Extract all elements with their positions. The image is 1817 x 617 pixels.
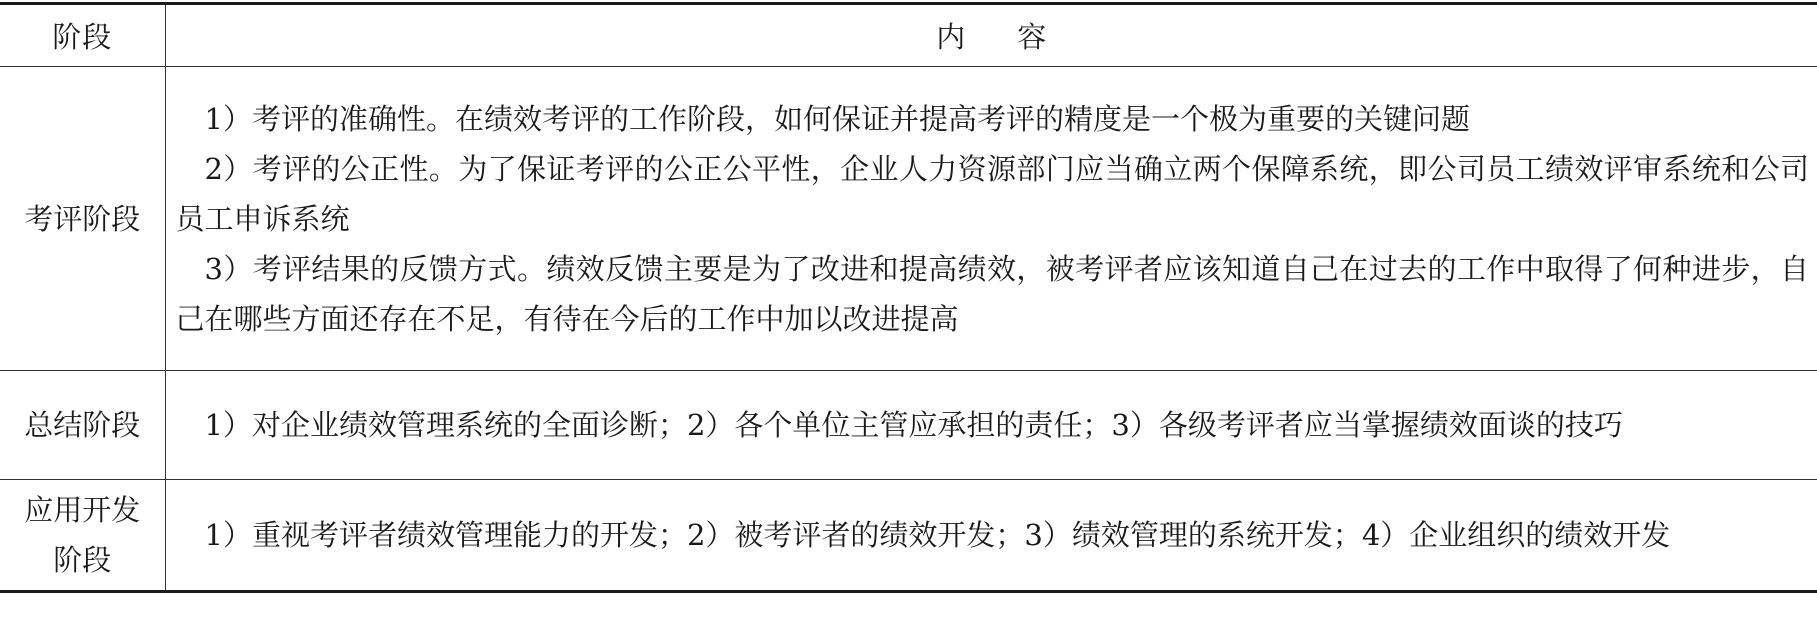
header-content: 内容 (165, 4, 1817, 67)
stage-cell: 考评阶段 (0, 67, 165, 371)
content-cell (165, 67, 1817, 371)
content-cell (165, 371, 1817, 480)
content-paragraph: 2）考评的公正性。为了保证考评的公正公平性，企业人力资源部门应当确立两个保障系统，即公司员工绩效评审系统和公司员工申诉系统 (175, 151, 1809, 236)
content-paragraph: 1）考评的准确性。在绩效考评的工作阶段，如何保证并提高考评的精度是一个极为重要的关键问题 (204, 101, 1470, 136)
stage-content-table (0, 2, 1817, 593)
stage-label-line: 阶段 (53, 543, 112, 577)
content-paragraph: 1）对企业绩效管理系统的全面诊断；2）各个单位主管应承担的责任；3）各级考评者应当掌握绩效面谈的技巧 (204, 408, 1623, 442)
content-paragraph: 1）重视考评者绩效管理能力的开发；2）被考评者的绩效开发；3）绩效管理的系统开发；4）企业组织的绩效开发 (204, 518, 1671, 552)
stage-label-line: 应用开发 (24, 493, 141, 527)
table-row (0, 371, 1817, 480)
stage-cell (0, 480, 165, 592)
content-cell (165, 480, 1817, 592)
stage-cell: 总结阶段 (0, 371, 165, 480)
table-row (0, 67, 1817, 371)
table-header-row (0, 4, 1817, 67)
table-row (0, 480, 1817, 592)
header-stage: 阶段 (0, 4, 165, 67)
content-paragraph: 3）考评结果的反馈方式。绩效反馈主要是为了改进和提高绩效，被考评者应该知道自己在过去的工作中取得了何种进步，自己在哪些方面还存在不足，有待在今后的工作中加以改进提高 (175, 251, 1809, 336)
